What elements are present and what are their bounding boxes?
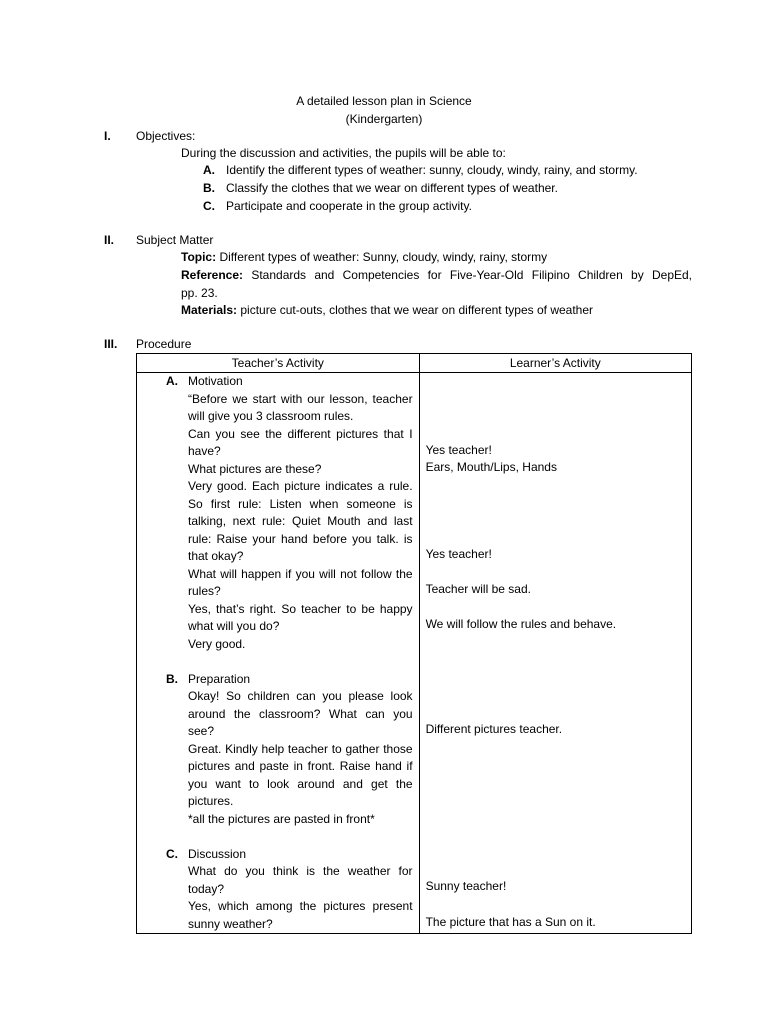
discussion-section [137, 846, 419, 934]
section-number-procedure: III. [104, 337, 118, 351]
section-letter: C. [166, 846, 178, 861]
objective-letter: A. [203, 163, 215, 177]
subject-matter-heading: Subject Matter [136, 233, 214, 247]
motivation-body [188, 391, 413, 654]
learner-response: Teacher will be sad. [425, 582, 531, 596]
table-header-row [137, 354, 692, 373]
preparation-body [188, 688, 413, 828]
document-subtitle: (Kindergarten) [345, 112, 423, 126]
preparation-title: Preparation [188, 671, 251, 686]
objective-item: Identify the different types of weather: sunny, cloudy, windy, rainy, and stormy. [226, 163, 638, 177]
objectives-heading: Objectives: [136, 129, 196, 143]
objectives-intro: During the discussion and activities, the pupils will be able to: [181, 146, 506, 160]
reference-label: Reference: [181, 268, 244, 282]
document-title: A detailed lesson plan in Science [296, 94, 472, 108]
learner-response: Different pictures teacher. [425, 722, 563, 736]
teacher-line: What do you think is the weather for today? [188, 864, 413, 896]
section-letter: B. [166, 671, 178, 686]
objective-letter: C. [203, 199, 215, 213]
procedure-table [136, 353, 692, 934]
discussion-title: Discussion [188, 846, 247, 861]
section-letter: A. [166, 374, 178, 388]
discussion-body [188, 863, 413, 933]
reference-pages: pp. 23. [181, 286, 218, 300]
teacher-line: Okay! So children can you please look around the classroom? What can you see? [188, 689, 413, 738]
learner-response: Yes teacher! [425, 547, 492, 561]
materials-value: picture cut-outs, clothes that we wear on different types of weather [240, 303, 594, 317]
learner-response: Sunny teacher! [425, 879, 507, 893]
objective-item: Participate and cooperate in the group activity. [226, 199, 472, 213]
teacher-line: “Before we start with our lesson, teacher will give you 3 classroom rules. [188, 391, 413, 423]
teacher-line: Can you see the different pictures that I have? [188, 426, 413, 458]
section-number-subject: II. [104, 233, 115, 247]
objective-item: Classify the clothes that we wear on different types of weather. [226, 181, 558, 195]
topic-label: Topic: [181, 250, 217, 264]
procedure-heading: Procedure [136, 337, 192, 351]
reference-line [181, 267, 692, 284]
motivation-section [137, 373, 419, 653]
learner-activity-cell [419, 373, 691, 934]
objective-letter: B. [203, 181, 215, 195]
materials-label: Materials: [181, 303, 238, 317]
learner-response: Yes teacher! [425, 443, 492, 457]
teacher-activity-cell [137, 373, 420, 934]
section-number-objectives: I. [104, 129, 111, 143]
table-row [137, 373, 692, 934]
teacher-activity-header: Teacher’s Activity [137, 354, 420, 373]
teacher-line: What will happen if you will not follow the rules? [188, 566, 413, 598]
learner-response: We will follow the rules and behave. [425, 617, 617, 631]
reference-value: Standards and Competencies for Five-Year-Old Filipino Children by DepEd, [251, 268, 693, 282]
learner-response: The picture that has a Sun on it. [425, 915, 596, 929]
materials-line [181, 302, 593, 319]
learner-activity-header: Learner’s Activity [419, 354, 691, 373]
teacher-line: Very good. [188, 636, 246, 651]
teacher-line: Yes, that’s right. So teacher to be happy what will you do? [188, 601, 413, 633]
motivation-title: Motivation [188, 374, 243, 388]
teacher-line: What pictures are these? [188, 461, 322, 476]
topic-line [181, 249, 547, 266]
teacher-line: *all the pictures are pasted in front* [188, 811, 375, 826]
topic-value: Different types of weather: Sunny, cloudy, windy, rainy, stormy [219, 250, 548, 264]
preparation-section [137, 671, 419, 829]
teacher-line: Great. Kindly help teacher to gather those pictures and paste in front. Raise hand if you want to look around and get the pictures. [188, 741, 413, 808]
teacher-line: Yes, which among the pictures present sunny weather? [188, 899, 413, 931]
learner-response: Ears, Mouth/Lips, Hands [425, 460, 557, 474]
teacher-line: Very good. Each picture indicates a rule. So first rule: Listen when someone is talking, next rule: Quiet Mouth and last rule: Raise your hand before you talk. is that okay? [188, 479, 413, 563]
